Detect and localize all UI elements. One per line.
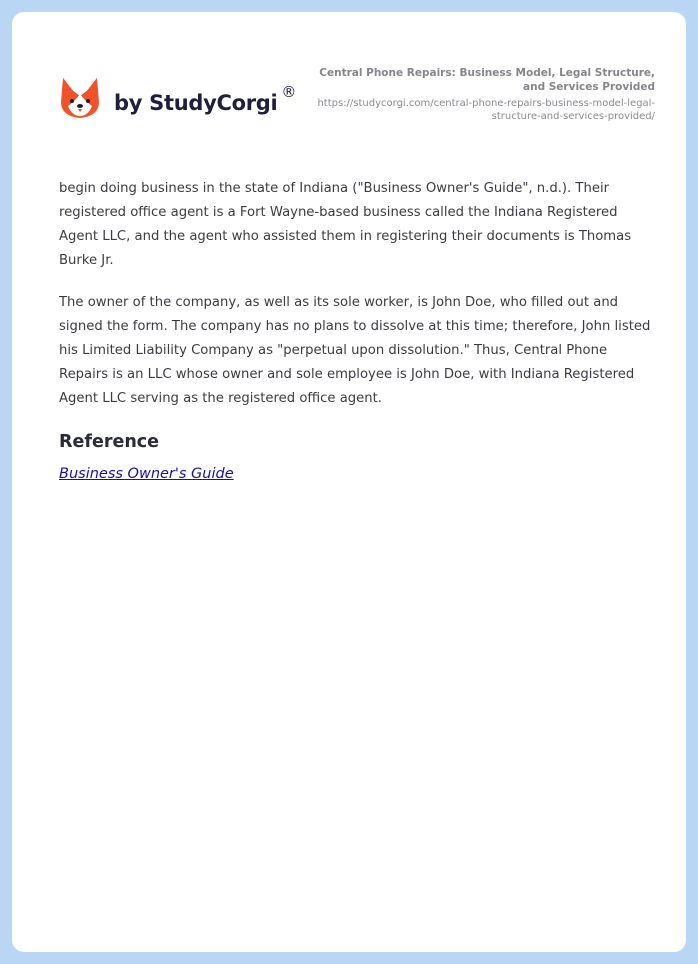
studycorgi-logo[interactable]: [60, 76, 296, 120]
document-title: Central Phone Repairs: Business Model, Legal Structure, and Services Provided: [319, 67, 655, 93]
body-paragraph: begin doing business in the state of Indiana ("Business Owner's Guide", n.d.). Their registered office agent is a Fort Wayne-based business called the Indiana Registered Agent LLC, and the agent who assisted them in registering their documents is Thomas Burke Jr.: [59, 181, 632, 268]
registered-mark: ®: [281, 83, 297, 101]
reference-link[interactable]: Business Owner's Guide: [59, 466, 234, 482]
document-page: [12, 12, 686, 952]
document-header: [295, 66, 655, 123]
document-url: https://studycorgi.com/central-phone-repairs-business-model-legal-structure-and-services-provided/: [317, 98, 655, 122]
brand-name: by StudyCorgi: [114, 91, 278, 115]
corgi-head-icon: [60, 76, 100, 120]
document-body: [59, 177, 659, 487]
body-paragraph: The owner of the company, as well as its sole worker, is John Doe, who filled out and signed the form. The company has no plans to dissolve at this time; therefore, John listed his Limited Liability Company as "perpetual upon dissolution." Thus, Central Phone Repairs is an LLC whose owner and sole employee is John Doe, with Indiana Registered Agent LLC serving as the registered office agent.: [59, 295, 651, 406]
reference-heading: Reference: [59, 432, 160, 452]
